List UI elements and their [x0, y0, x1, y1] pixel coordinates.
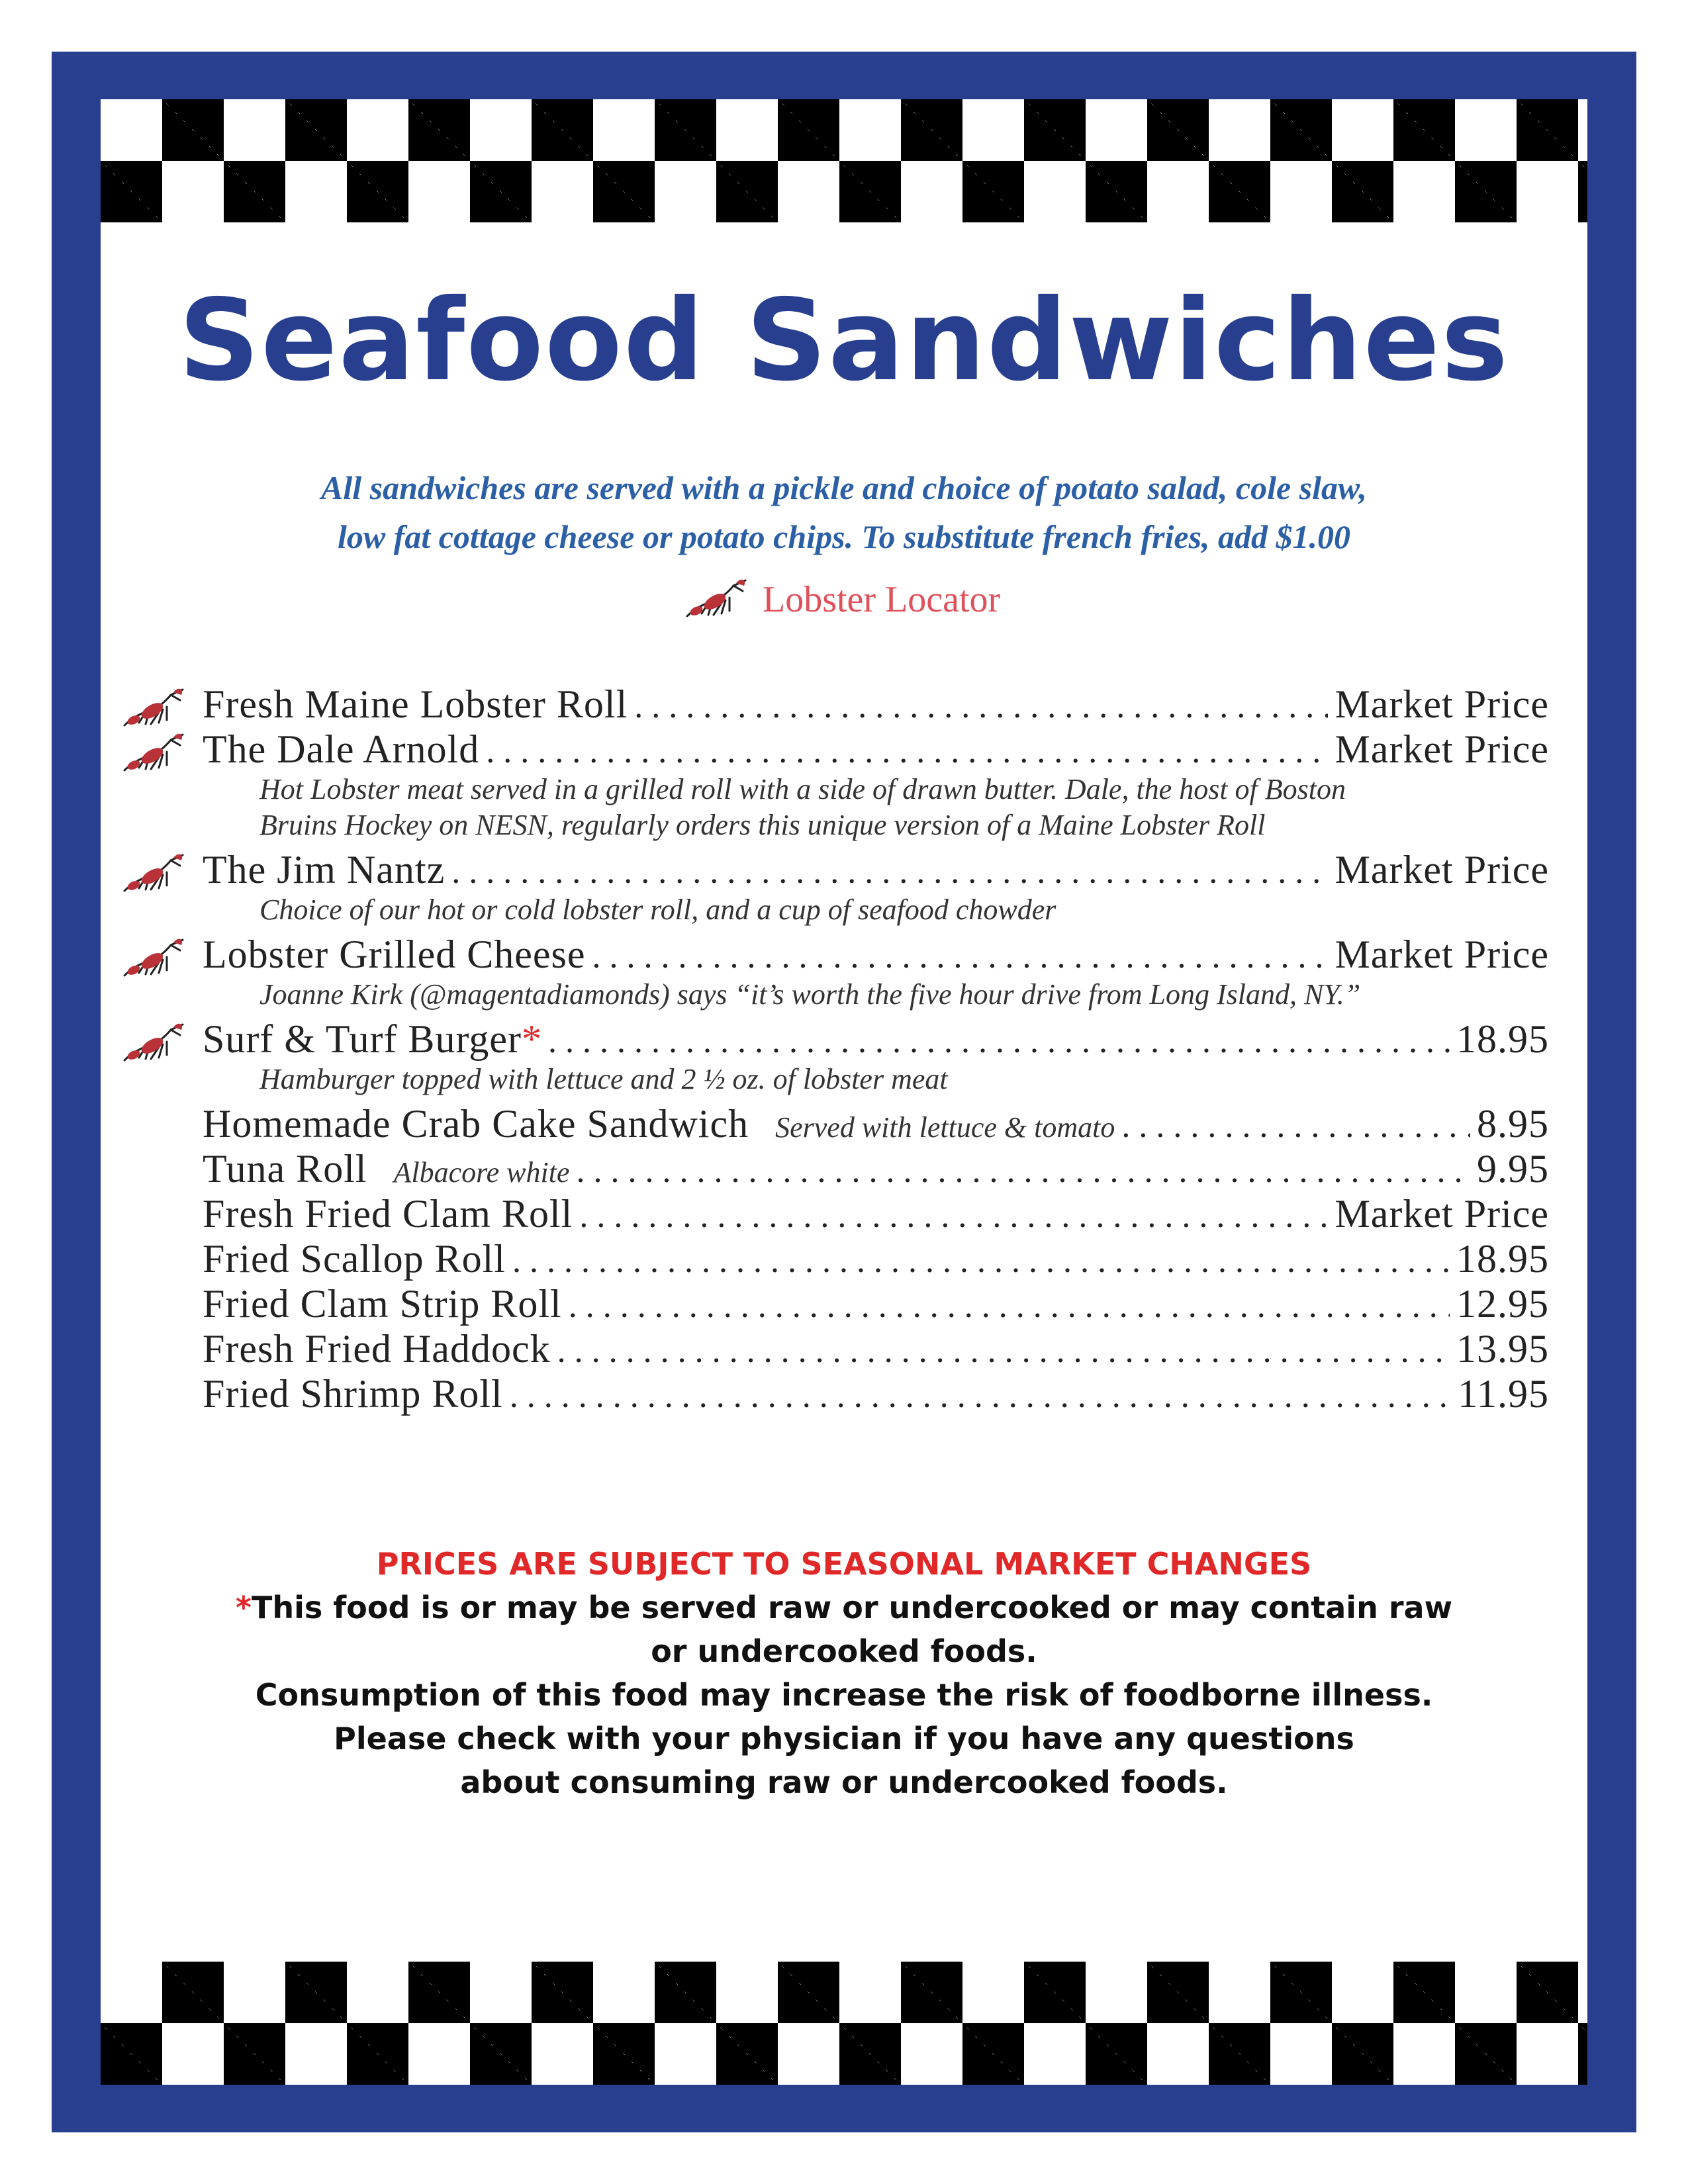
dot-leader	[510, 1374, 1452, 1419]
menu-item	[119, 1326, 1549, 1371]
menu-item	[119, 682, 1549, 727]
menu-item-price: 13.95	[1456, 1327, 1549, 1371]
menu-item-line	[119, 1371, 1549, 1416]
menu-item-price: Market Price	[1335, 933, 1549, 976]
menu-item-price: 18.95	[1456, 1237, 1549, 1281]
menu-item-line	[119, 1101, 1549, 1146]
menu-item	[119, 1017, 1549, 1101]
menu-item-line	[119, 932, 1549, 977]
menu-item-note: Served with lettuce & tomato	[775, 1111, 1115, 1144]
menu-item	[119, 1236, 1549, 1281]
intro-text	[101, 463, 1587, 561]
menu-item-name: Fried Scallop Roll	[203, 1237, 506, 1281]
menu-item-name: Fresh Fried Clam Roll	[203, 1192, 573, 1236]
menu-item-price: 11.95	[1458, 1372, 1549, 1416]
lobster-icon	[119, 1021, 185, 1062]
menu-item-price: 18.95	[1456, 1017, 1549, 1061]
menu-item	[119, 932, 1549, 1017]
menu-item-line	[119, 1017, 1549, 1062]
dot-leader	[557, 1329, 1450, 1374]
menu-item	[119, 1101, 1549, 1146]
menu-item-line	[119, 1146, 1549, 1191]
menu-item-name: The Jim Nantz	[203, 848, 445, 891]
raw-food-warning-line-2: or undercooked foods.	[651, 1633, 1037, 1669]
menu-item-note: Albacore white	[393, 1156, 570, 1189]
menu-item-name: Fried Clam Strip Roll	[203, 1282, 562, 1326]
dot-leader	[512, 1239, 1450, 1284]
lobster-icon	[119, 731, 185, 772]
menu-item-description: Hot Lobster meat served in a grilled roll with a side of drawn butter. Dale, the host of Boston Bruins Hockey on NESN, regularly orders this unique version of a Maine Lobster Roll	[259, 773, 1346, 841]
warning-star: *	[235, 1590, 252, 1625]
menu-item-name: Fresh Fried Haddock	[203, 1327, 551, 1371]
dot-leader	[579, 1194, 1328, 1239]
dot-leader	[548, 1019, 1450, 1064]
menu-item-line	[119, 1281, 1549, 1326]
dot-leader	[451, 850, 1328, 895]
menu-item-price: Market Price	[1335, 682, 1549, 726]
lobster-icon	[119, 851, 185, 892]
menu-item-line	[119, 1191, 1549, 1236]
menu-item	[119, 847, 1549, 932]
lobster-icon	[119, 936, 185, 977]
menu-item-line	[119, 1326, 1549, 1371]
raw-food-warning-line-1	[101, 1586, 1587, 1629]
raw-food-star: *	[521, 1017, 541, 1061]
checkered-border-top	[101, 99, 1587, 222]
menu-item-name: Lobster Grilled Cheese	[203, 933, 586, 976]
page-title: Seafood Sandwiches	[178, 275, 1510, 406]
intro-line-1: All sandwiches are served with a pickle and choice of potato salad, cole slaw,	[320, 469, 1368, 506]
menu-item-description: Joanne Kirk (@magentadiamonds) says “it’s worth the five hour drive from Long Island, NY.”	[259, 978, 1361, 1011]
dot-leader	[577, 1149, 1470, 1194]
raw-food-warning-line-3: Consumption of this food may increase the risk of foodborne illness.	[255, 1677, 1433, 1713]
menu-item-price: 12.95	[1456, 1282, 1549, 1326]
dot-leader	[569, 1284, 1450, 1329]
menu-item-price: 9.95	[1477, 1147, 1549, 1191]
menu-item-price: Market Price	[1335, 1192, 1549, 1236]
menu-list	[119, 682, 1549, 1416]
menu-item-name: Fresh Maine Lobster Roll	[203, 682, 628, 726]
menu-item-price: Market Price	[1335, 848, 1549, 891]
menu-item-name: The Dale Arnold	[203, 727, 480, 771]
lobster-locator-label: Lobster Locator	[763, 579, 1001, 620]
menu-item-line	[119, 727, 1549, 772]
checkered-border-bottom	[101, 1962, 1587, 2085]
menu-item-name: Tuna Roll	[203, 1147, 367, 1191]
menu-item-line	[119, 682, 1549, 727]
dot-leader	[1121, 1104, 1470, 1149]
menu-item-name: Fried Shrimp Roll	[203, 1372, 503, 1416]
menu-item	[119, 727, 1549, 847]
lobster-icon	[682, 576, 748, 623]
menu-item-price: Market Price	[1335, 727, 1549, 771]
menu-item-name: Homemade Crab Cake Sandwich	[203, 1102, 749, 1146]
menu-item-description: Hamburger topped with lettuce and 2 ½ oz. of lobster meat	[259, 1063, 948, 1095]
disclaimer	[101, 1542, 1587, 1804]
dot-leader	[634, 684, 1328, 729]
warning-text-1: This food is or may be served raw or undercooked or may contain raw	[251, 1590, 1453, 1625]
lobster-icon	[119, 686, 185, 727]
raw-food-warning-line-4: Please check with your physician if you have any questions	[334, 1721, 1354, 1756]
dot-leader	[592, 934, 1329, 979]
dot-leader	[486, 729, 1328, 774]
raw-food-warning-line-5: about consuming raw or undercooked foods.	[460, 1764, 1228, 1800]
lobster-locator-legend	[682, 573, 1000, 626]
intro-line-2: low fat cottage cheese or potato chips. To substitute french fries, add $1.00	[337, 518, 1351, 555]
menu-item	[119, 1371, 1549, 1416]
menu-item-price: 8.95	[1477, 1102, 1549, 1146]
seasonal-price-notice: PRICES ARE SUBJECT TO SEASONAL MARKET CHANGES	[376, 1546, 1312, 1582]
menu-item-name: Surf & Turf Burger	[203, 1017, 522, 1061]
menu-item	[119, 1281, 1549, 1326]
menu-item	[119, 1146, 1549, 1191]
menu-item-line	[119, 1236, 1549, 1281]
menu-item	[119, 1191, 1549, 1236]
menu-item-line	[119, 847, 1549, 892]
menu-item-description: Choice of our hot or cold lobster roll, and a cup of seafood chowder	[259, 893, 1056, 926]
